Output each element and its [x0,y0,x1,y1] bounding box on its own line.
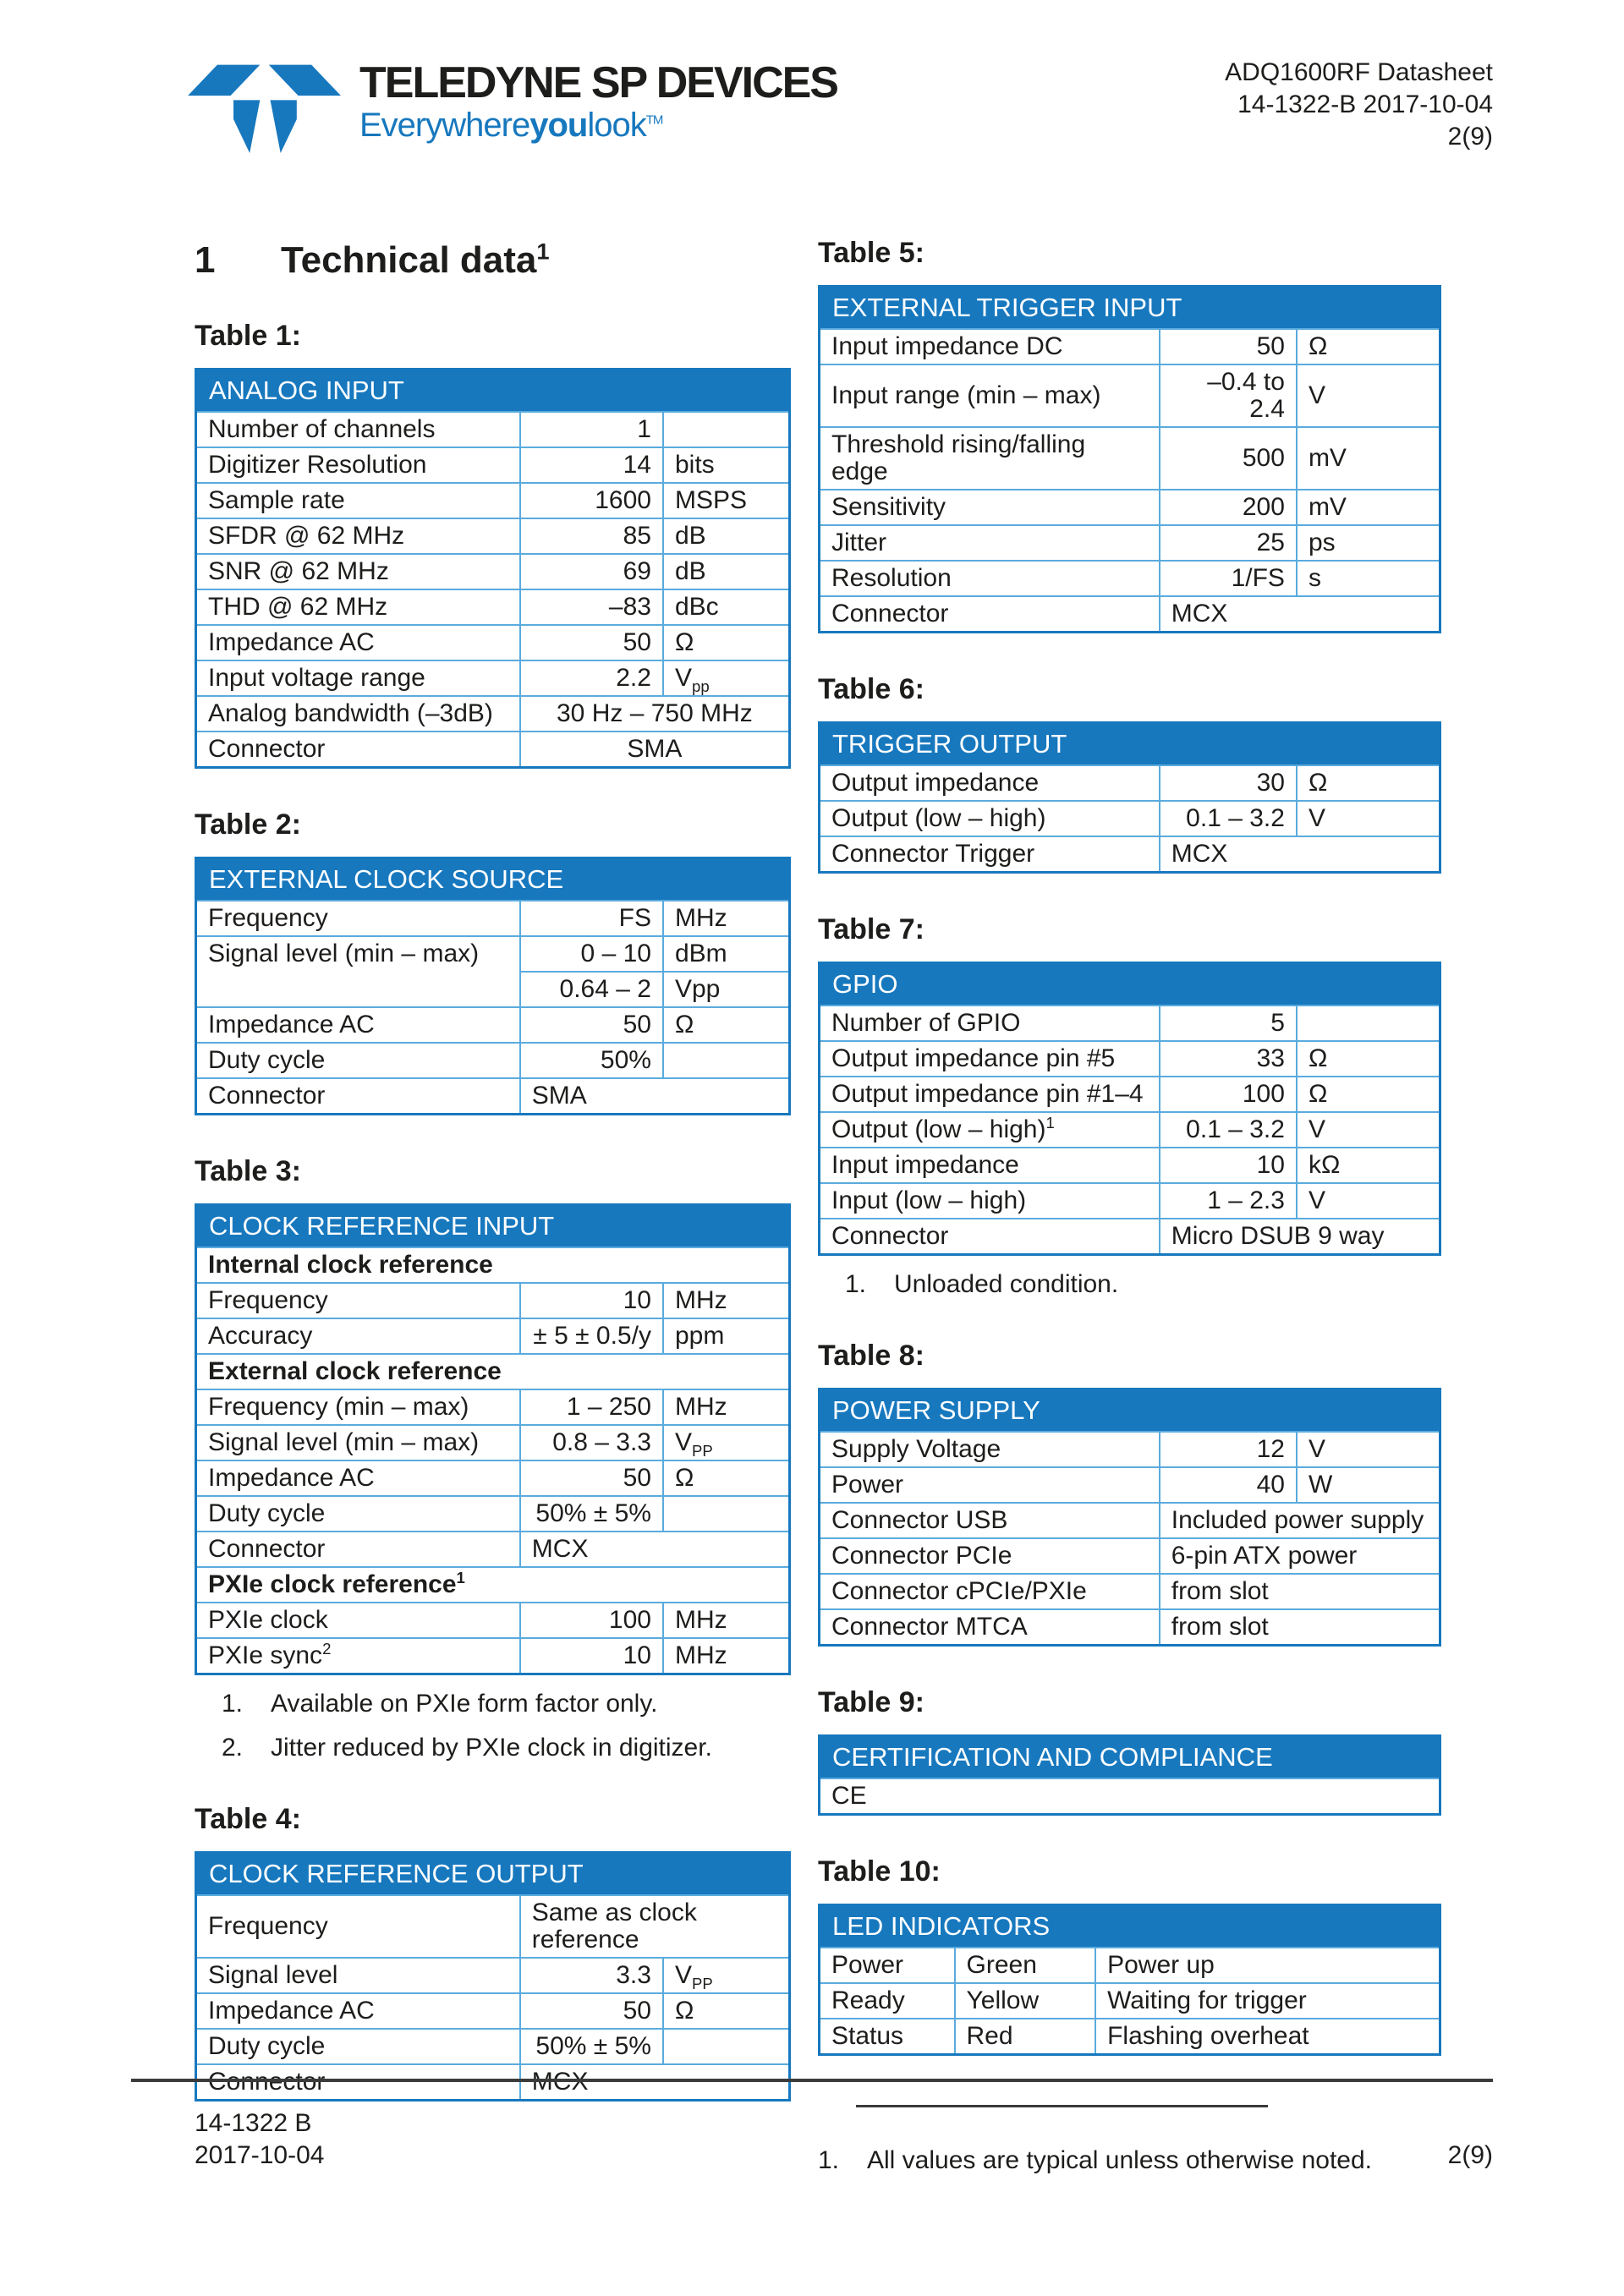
footer-page-indicator: 2(9) [1447,2141,1493,2169]
table-cell: Ω [1297,1041,1440,1077]
table-cell: 10 [520,1283,663,1318]
table-cell: Output impedance pin #5 [820,1041,1160,1077]
table-row [196,1958,790,1993]
table-cell: $V_{pp}$ [663,660,790,696]
table-3-clock-reference-input [195,1154,791,1763]
table-cell: Ω [663,1993,790,2029]
table-row [196,732,790,768]
brand-text [359,60,837,145]
table-cell: ± 5 ± 0.5/y [520,1318,663,1354]
table-label: Table 5: [818,237,924,269]
table-cell: 0.64 – 2 [520,972,663,1007]
table-row [196,901,790,936]
table-cell: 1 [520,412,663,447]
table-cell: V [1297,364,1440,427]
table-header-band: CERTIFICATION AND COMPLIANCE [820,1736,1440,1779]
section-title: Technical data$^1$ [281,238,550,281]
table-cell: ps [1297,525,1440,561]
table-cell: Yellow [955,1983,1096,2019]
table-cell: 2.2 [520,660,663,696]
table-row [196,660,790,696]
table-row [196,936,790,972]
table-cell: V [1297,1432,1440,1467]
table-footnote: 1. Unloaded condition. [845,1270,1119,1298]
table-cell: W [1297,1467,1440,1503]
table-header-band: CLOCK REFERENCE OUTPUT [196,1853,790,1896]
teledyne-arrow-logo-icon [172,47,341,158]
table-cell: 200 [1160,490,1297,525]
table-cell: MCX [1160,836,1440,873]
brand-logo [172,47,837,158]
brand-name-secondary: SP DEVICES [590,58,837,107]
table-cell: 50 [520,1007,663,1043]
table-cell: SFDR @ 62 MHz [196,518,520,554]
table-row [820,1538,1440,1574]
table-cell: Impedance AC [196,1993,520,2029]
table-cell: Ω [1297,1077,1440,1112]
table-cell: MHz [663,901,790,936]
footer-rule [131,2079,1493,2082]
table-cell: Ω [663,1007,790,1043]
page-footer [131,2079,1493,2172]
table-footnote: 2. Jitter reduced by PXIe clock in digitizer. [222,1734,712,1762]
table-row [820,2019,1440,2055]
table-cell: Power up [1095,1948,1440,1983]
table-label: Table 7: [818,913,924,945]
table-row [196,412,790,447]
table-cell: Impedance AC [196,1460,520,1496]
table-cell: Input impedance [820,1148,1160,1183]
table-cell: 1600 [520,483,663,518]
table-cell: Output impedance pin #1–4 [820,1077,1160,1112]
table-cell: Ready [820,1983,955,2019]
table-footnotes [818,1269,1441,1300]
table-cell: Connector Trigger [820,836,1160,873]
table-row [820,801,1440,836]
table-cell: Output impedance [820,765,1160,801]
table-cell: dBm [663,936,790,972]
table-cell: MHz [663,1283,790,1318]
table-cell: CE [820,1778,1440,1815]
table-cell: Threshold rising/falling edge [820,427,1160,490]
table-8-power-supply [818,1339,1441,1647]
table-header-band: GPIO [820,963,1440,1006]
data-table [818,962,1441,1256]
table-5-external-trigger-input [818,236,1441,633]
table-cell: Digitizer Resolution [196,447,520,483]
table-row [820,1112,1440,1148]
table-cell: V [1297,1112,1440,1148]
table-cell: PXIe clock [196,1603,520,1638]
table-cell [663,2029,790,2064]
table-row [196,1354,790,1389]
table-cell: FS [520,901,663,936]
table-row [196,1603,790,1638]
table-row [196,554,790,589]
table-cell [1297,1006,1440,1041]
table-row [820,490,1440,525]
data-table [195,368,791,769]
table-1-analog-input [195,319,791,769]
table-2-external-clock-source [195,808,791,1115]
table-cell: from slot [1160,1574,1440,1609]
footnote-text: All values are typical unless otherwise noted. [867,2146,1372,2174]
table-row [196,1247,790,1283]
table-cell: Sample rate [196,483,520,518]
table-cell: SMA [520,732,790,768]
brand-name-primary: TELEDYNE [359,58,581,107]
tagline-bold: you [529,107,588,144]
table-row [820,1183,1440,1219]
table-cell: Connector PCIe [820,1538,1160,1574]
table-cell: Output (low – high)$^1$ [820,1112,1160,1148]
table-cell: Connector [196,732,520,768]
table-cell: dB [663,554,790,589]
table-row [820,1778,1440,1815]
table-cell: 10 [520,1638,663,1674]
section-heading [195,239,791,282]
table-row [196,518,790,554]
table-cell: Resolution [820,561,1160,596]
table-cell: Jitter [820,525,1160,561]
table-cell: PXIe clock reference$^1$ [196,1567,790,1603]
table-row [820,596,1440,633]
table-cell: Input voltage range [196,660,520,696]
table-header-band: EXTERNAL TRIGGER INPUT [820,287,1440,330]
table-cell: 0.1 – 3.2 [1160,801,1297,836]
footer-doc-info [195,2107,324,2172]
table-cell: 40 [1160,1467,1297,1503]
data-table [818,1734,1441,1816]
table-row [196,1895,790,1958]
table-row [196,1532,790,1567]
footnote-number: 1. [818,2146,840,2174]
table-cell: s [1297,561,1440,596]
table-cell: 0.1 – 3.2 [1160,1112,1297,1148]
table-9-certification-and-compliance [818,1685,1441,1816]
table-cell: External clock reference [196,1354,790,1389]
table-cell: Signal level [196,1958,520,1993]
table-cell: 1 – 2.3 [1160,1183,1297,1219]
table-label: Table 8: [818,1340,924,1372]
table-row [196,1496,790,1532]
table-cell: MHz [663,1603,790,1638]
table-cell: Signal level (min – max) [196,1425,520,1460]
table-label: Table 4: [195,1803,301,1835]
table-cell: 0.8 – 3.3 [520,1425,663,1460]
table-cell: Analog bandwidth (–3dB) [196,696,520,732]
brand-tagline [359,106,837,145]
table-cell: Sensitivity [820,490,1160,525]
data-table [818,285,1441,633]
table-cell: 100 [520,1603,663,1638]
data-table [818,721,1441,874]
table-cell: dBc [663,589,790,625]
table-header-band: CLOCK REFERENCE INPUT [196,1205,790,1248]
table-cell: 12 [1160,1432,1297,1467]
table-cell: Same as clock reference [520,1895,790,1958]
table-cell: 50 [520,1460,663,1496]
table-cell: Signal level (min – max) [196,936,520,1007]
table-row [196,1567,790,1603]
data-table [195,857,791,1115]
table-cell: 14 [520,447,663,483]
doc-title: ADQ1600RF Datasheet [1225,58,1493,86]
table-cell: 100 [1160,1077,1297,1112]
table-label: Table 1: [195,320,301,352]
table-cell: 33 [1160,1041,1297,1077]
table-cell: 50% ± 5% [520,1496,663,1532]
table-cell: Duty cycle [196,1043,520,1078]
table-row [196,589,790,625]
table-header-band: ANALOG INPUT [196,370,790,413]
footer-row [131,2107,1493,2172]
table-label: Table 6: [818,673,924,705]
table-cell: Ω [663,625,790,660]
table-row [196,1993,790,2029]
table-cell: V [1297,801,1440,836]
table-header-band: POWER SUPPLY [820,1389,1440,1433]
content-columns [131,236,1493,2176]
table-cell: ppm [663,1318,790,1354]
table-cell: MHz [663,1389,790,1425]
doc-number: 14-1322-B 2017-10-04 [1237,90,1493,118]
table-cell: Connector cPCIe/PXIe [820,1574,1160,1609]
table-cell: Number of GPIO [820,1006,1160,1041]
page-header [131,47,1493,158]
table-cell: Waiting for trigger [1095,1983,1440,2019]
table-cell: MCX [520,1532,790,1567]
table-row [196,2029,790,2064]
table-cell: Input range (min – max) [820,364,1160,427]
table-row [820,1041,1440,1077]
table-header-band: LED INDICATORS [820,1905,1440,1948]
data-table [818,1904,1441,2056]
table-cell: Duty cycle [196,1496,520,1532]
table-row [196,625,790,660]
table-row [196,1460,790,1496]
table-cell: 500 [1160,427,1297,490]
table-cell: V [1297,1183,1440,1219]
table-cell: SMA [520,1078,790,1115]
table-cell: Connector [196,1078,520,1115]
table-cell: Vpp [663,972,790,1007]
table-cell [663,412,790,447]
table-row [196,1283,790,1318]
table-cell: Duty cycle [196,2029,520,2064]
table-cell [663,1043,790,1078]
table-row [820,1948,1440,1983]
table-row [196,1318,790,1354]
table-cell: MSPS [663,483,790,518]
table-row [820,1219,1440,1255]
table-cell: mV [1297,427,1440,490]
table-cell: Ω [1297,329,1440,364]
table-cell: Included power supply [1160,1503,1440,1538]
table-cell: 1 – 250 [520,1389,663,1425]
table-row [820,427,1440,490]
table-cell: THD @ 62 MHz [196,589,520,625]
table-cell: Number of channels [196,412,520,447]
table-cell: Ω [663,1460,790,1496]
table-row [196,447,790,483]
tagline-post: look [587,107,646,144]
table-cell: dB [663,518,790,554]
table-cell [663,1496,790,1532]
table-cell: –83 [520,589,663,625]
table-cell: 3.3 [520,1958,663,1993]
table-footnote: 1. Available on PXIe form factor only. [222,1690,658,1718]
table-cell: –0.4 to 2.4 [1160,364,1297,427]
table-row [820,1609,1440,1646]
data-table [195,1851,791,2101]
table-cell: mV [1297,490,1440,525]
table-cell: 25 [1160,525,1297,561]
data-table [195,1203,791,1675]
doc-meta [1225,57,1493,153]
table-cell: 69 [520,554,663,589]
table-cell: PXIe sync$^2$ [196,1638,520,1674]
table-cell: 10 [1160,1148,1297,1183]
tagline-pre: Everywhere [359,107,530,144]
table-cell: Frequency (min – max) [196,1389,520,1425]
table-cell: Micro DSUB 9 way [1160,1219,1440,1255]
table-cell: 0 – 10 [520,936,663,972]
table-cell: Power [820,1948,955,1983]
table-cell: Output (low – high) [820,801,1160,836]
table-row [196,696,790,732]
table-row [196,1043,790,1078]
table-row [196,1638,790,1674]
table-cell: Supply Voltage [820,1432,1160,1467]
table-row [196,1078,790,1115]
table-cell: 50% ± 5% [520,2029,663,2064]
table-cell: Connector MTCA [820,1609,1160,1646]
table-label: Table 9: [818,1686,924,1718]
table-cell: Input (low – high) [820,1183,1160,1219]
doc-page-indicator: 2(9) [1447,123,1493,151]
table-cell: Red [955,2019,1096,2055]
right-column [818,236,1441,2176]
table-row [820,836,1440,873]
table-row [196,483,790,518]
table-cell: Power [820,1467,1160,1503]
table-row [820,765,1440,801]
trademark-symbol: TM [645,112,663,128]
table-cell: Flashing overheat [1095,2019,1440,2055]
table-cell: Input impedance DC [820,329,1160,364]
table-cell: Frequency [196,1283,520,1318]
table-cell: $V_{PP}$ [663,1958,790,1993]
table-cell: 50 [520,625,663,660]
table-cell: 50 [520,1993,663,2029]
table-cell: 50 [1160,329,1297,364]
table-row [820,561,1440,596]
table-row [820,1983,1440,2019]
table-cell: SNR @ 62 MHz [196,554,520,589]
table-row [196,1425,790,1460]
table-cell: 5 [1160,1006,1297,1041]
table-cell: 30 Hz – 750 MHz [520,696,790,732]
table-6-trigger-output [818,672,1441,874]
table-row [820,1148,1440,1183]
table-row [820,329,1440,364]
table-cell: Connector [196,1532,520,1567]
table-cell: from slot [1160,1609,1440,1646]
footer-doc-number: 14-1322 B [195,2109,312,2137]
table-cell: Frequency [196,1895,520,1958]
table-row [196,1389,790,1425]
table-cell: 50% [520,1043,663,1078]
table-cell: MCX [1160,596,1440,633]
brand-name [359,60,837,106]
table-row [820,1574,1440,1609]
section-number: 1 [195,239,216,281]
table-label: Table 3: [195,1155,301,1187]
table-cell: 6-pin ATX power [1160,1538,1440,1574]
table-label: Table 10: [818,1855,941,1888]
table-footnotes [195,1688,791,1763]
table-row [196,1007,790,1043]
table-header-band: TRIGGER OUTPUT [820,723,1440,766]
table-row [820,364,1440,427]
table-cell: 85 [520,518,663,554]
table-7-gpio [818,912,1441,1300]
table-cell: MHz [663,1638,790,1674]
data-table [818,1388,1441,1647]
table-cell: $V_{PP}$ [663,1425,790,1460]
table-row [820,1006,1440,1041]
table-cell: 30 [1160,765,1297,801]
table-cell: Ω [1297,765,1440,801]
table-cell: Internal clock reference [196,1247,790,1283]
footer-date: 2017-10-04 [195,2141,325,2169]
table-label: Table 2: [195,808,301,841]
table-cell: Accuracy [196,1318,520,1354]
table-header-band: EXTERNAL CLOCK SOURCE [196,858,790,901]
table-cell: Impedance AC [196,625,520,660]
table-4-clock-reference-output [195,1802,791,2101]
left-column [195,236,791,2140]
table-row [820,525,1440,561]
table-cell: Status [820,2019,955,2055]
table-10-led-indicators [818,1855,1441,2056]
table-cell: Connector USB [820,1503,1160,1538]
table-cell: Green [955,1948,1096,1983]
table-cell: 1/FS [1160,561,1297,596]
table-row [820,1077,1440,1112]
table-row [820,1432,1440,1467]
table-cell: bits [663,447,790,483]
table-cell: Connector [820,1219,1160,1255]
table-row [820,1503,1440,1538]
table-cell: Impedance AC [196,1007,520,1043]
table-row [820,1467,1440,1503]
table-cell: Connector [820,596,1160,633]
table-cell: kΩ [1297,1148,1440,1183]
table-cell: Frequency [196,901,520,936]
